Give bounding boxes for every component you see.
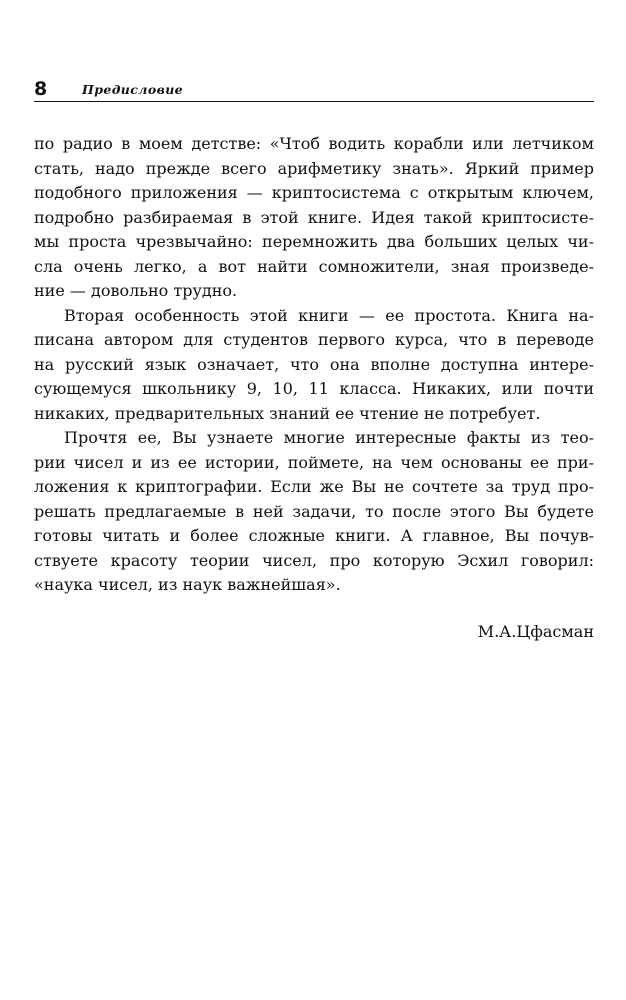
text-line: никаких, предварительных знаний ее чтение не потребует. bbox=[34, 403, 541, 423]
running-head: Предисловие bbox=[82, 82, 184, 97]
text-line: мы проста чрезвычайно: перемножить два больших целых чи- bbox=[34, 232, 594, 251]
text-line: «наука чисел, из наук важнейшая». bbox=[34, 575, 341, 594]
text-line: подобного приложения — криптосистема с открытым ключем, bbox=[34, 183, 594, 202]
text-line: Вторая особенность этой книги — ее простота. Книга на- bbox=[64, 305, 594, 325]
text-line: стать, надо прежде всего арифметику знать». Яркий пример bbox=[34, 158, 594, 178]
text-line: Прочтя ее, Вы узнаете многие интересные факты из тео- bbox=[64, 428, 594, 447]
text-line: решать предлагаемые в ней задачи, то после этого Вы будете bbox=[34, 501, 594, 521]
text-line: писана автором для студентов первого курса, что в переводе bbox=[34, 330, 594, 349]
page-number: 8 bbox=[34, 78, 48, 100]
text-line: по радио в моем детстве: «Чтоб водить корабли или летчиком bbox=[34, 134, 594, 153]
page-header bbox=[34, 78, 594, 102]
text-line: готовы читать и более сложные книги. А главное, Вы почув- bbox=[34, 526, 594, 545]
text-line: подробно разбираемая в этой книге. Идея такой криптосисте- bbox=[34, 207, 594, 227]
paragraph-2 bbox=[34, 304, 594, 427]
author-signature: М.А.Цфасман bbox=[477, 622, 594, 641]
body-text bbox=[34, 132, 594, 598]
paragraph-1 bbox=[34, 132, 594, 304]
paragraph-3 bbox=[34, 426, 594, 598]
text-line: сла очень легко, а вот найти сомножители, зная произведе- bbox=[34, 256, 594, 276]
text-line: на русский язык означает, что она вполне доступна интере- bbox=[34, 354, 594, 374]
text-line: ложения к криптографии. Если же Вы не сочтете за труд про- bbox=[34, 477, 594, 496]
text-line: рии чисел и из ее истории, поймете, на чем основаны ее при- bbox=[34, 452, 594, 472]
text-line: сующемуся школьнику 9, 10, 11 класса. Никаких, или почти bbox=[34, 379, 594, 398]
text-line: ние — довольно трудно. bbox=[34, 281, 238, 300]
text-line: ствуете красоту теории чисел, про которую Эсхил говорил: bbox=[34, 550, 594, 570]
header-rule bbox=[34, 101, 594, 102]
